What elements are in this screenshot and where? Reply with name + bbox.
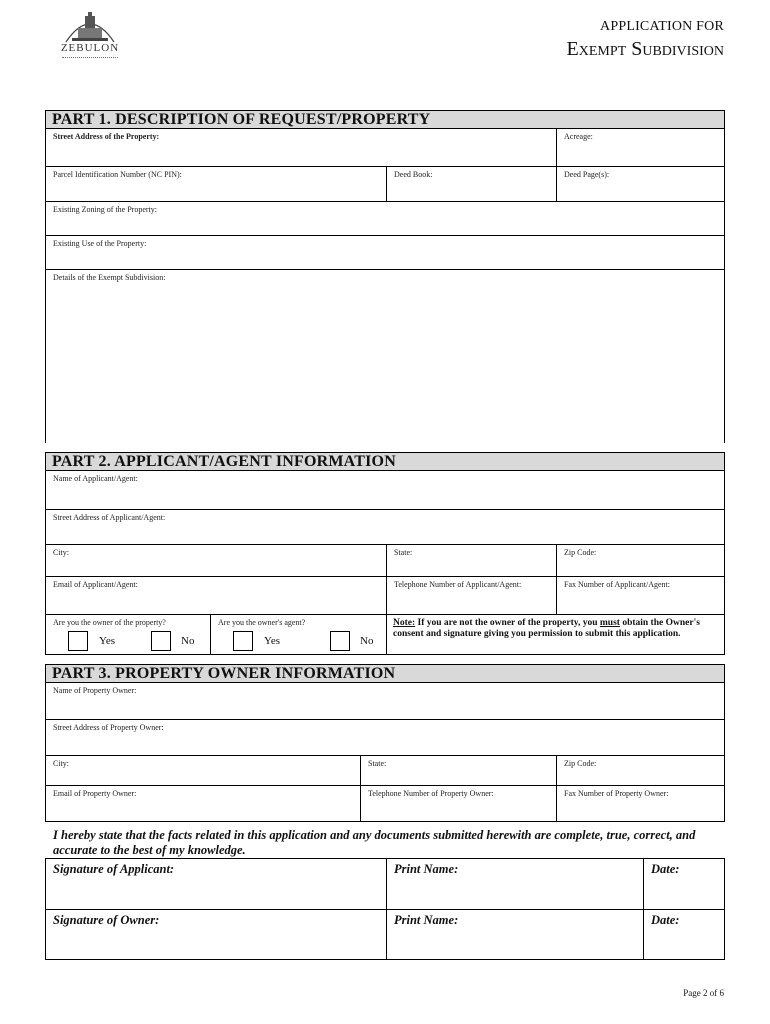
page-number: Page 2 of 6	[683, 988, 724, 998]
deed-pages-label: Deed Page(s):	[564, 170, 610, 179]
part2-row-contact	[45, 577, 725, 615]
agent-question-cell	[210, 615, 386, 654]
applicant-signature-row	[45, 858, 725, 910]
owner-no-label: No	[181, 635, 195, 647]
owner-name-field[interactable]	[45, 683, 725, 720]
applicant-street-field[interactable]	[45, 510, 725, 545]
note-must: must	[599, 618, 620, 628]
part3-row-city	[45, 756, 725, 786]
owner-state-label: State:	[368, 759, 387, 768]
deed-book-field[interactable]	[386, 167, 556, 201]
note-text-2: obtain the Owner's consent and signature giving you permission to submit this application.	[393, 618, 700, 639]
applicant-city-label: City:	[53, 548, 70, 557]
details-label: Details of the Exempt Subdivision:	[53, 273, 166, 282]
agent-yes-label: Yes	[264, 635, 281, 647]
form-title-line2: Exempt Subdivision	[566, 38, 724, 60]
street-address-label: Street Address of the Property:	[53, 132, 160, 141]
owner-date-field[interactable]	[643, 910, 724, 959]
owner-question-label: Are you the owner of the property?	[53, 618, 166, 627]
street-address-field[interactable]	[46, 129, 556, 166]
applicant-street-label: Street Address of Applicant/Agent:	[53, 513, 166, 522]
applicant-date-field[interactable]	[643, 859, 724, 909]
owner-name-label: Name of Property Owner:	[53, 686, 137, 695]
owner-signature-label: Signature of Owner:	[53, 913, 160, 927]
part1-row-parcel	[45, 167, 725, 202]
town-hall-logo-icon	[52, 12, 128, 44]
applicant-zip-field[interactable]	[556, 545, 724, 576]
parcel-id-field[interactable]	[46, 167, 386, 201]
town-logo	[52, 12, 128, 62]
applicant-signature-label: Signature of Applicant:	[53, 862, 175, 876]
owner-consent-note	[386, 615, 724, 654]
owner-question-cell	[46, 615, 210, 654]
owner-zip-field[interactable]	[556, 756, 724, 785]
details-field[interactable]	[45, 270, 725, 443]
part3-heading: PART 3. PROPERTY OWNER INFORMATION	[45, 664, 725, 683]
owner-state-field[interactable]	[360, 756, 556, 785]
acreage-label: Acreage:	[564, 132, 593, 141]
logo-wordmark: ZEBULON	[60, 42, 120, 54]
applicant-state-field[interactable]	[386, 545, 556, 576]
part2-row-city	[45, 545, 725, 577]
applicant-print-name-field[interactable]	[386, 859, 643, 909]
owner-print-name-field[interactable]	[386, 910, 643, 959]
applicant-signature-field[interactable]	[46, 859, 386, 909]
applicant-city-field[interactable]	[46, 545, 386, 576]
part1-heading: PART 1. DESCRIPTION OF REQUEST/PROPERTY	[45, 110, 725, 129]
owner-fax-label: Fax Number of Property Owner:	[564, 789, 669, 798]
logo-tagline-line	[62, 57, 118, 60]
note-label: Note:	[393, 618, 416, 628]
applicant-email-label: Email of Applicant/Agent:	[53, 580, 138, 589]
agent-no-label: No	[360, 635, 374, 647]
owner-telephone-label: Telephone Number of Property Owner:	[368, 789, 494, 798]
existing-zoning-label: Existing Zoning of the Property:	[53, 205, 157, 214]
owner-city-label: City:	[53, 759, 70, 768]
owner-date-label: Date:	[651, 913, 680, 927]
applicant-telephone-field[interactable]	[386, 577, 556, 614]
agent-no-checkbox[interactable]	[330, 631, 350, 651]
owner-street-field[interactable]	[45, 720, 725, 756]
owner-telephone-field[interactable]	[360, 786, 556, 821]
owner-signature-row	[45, 910, 725, 960]
deed-book-label: Deed Book:	[394, 170, 433, 179]
owner-fax-field[interactable]	[556, 786, 724, 821]
owner-signature-field[interactable]	[46, 910, 386, 959]
applicant-telephone-label: Telephone Number of Applicant/Agent:	[394, 580, 522, 589]
owner-zip-label: Zip Code:	[564, 759, 597, 768]
existing-use-label: Existing Use of the Property:	[53, 239, 147, 248]
part2-row-ownership	[45, 615, 725, 655]
applicant-state-label: State:	[394, 548, 413, 557]
acreage-field[interactable]	[556, 129, 724, 166]
part2-heading: PART 2. APPLICANT/AGENT INFORMATION	[45, 452, 725, 471]
owner-email-label: Email of Property Owner:	[53, 789, 137, 798]
applicant-date-label: Date:	[651, 862, 680, 876]
form-title-line1: APPLICATION FOR	[600, 19, 724, 34]
existing-zoning-field[interactable]	[45, 202, 725, 236]
certification-statement: I hereby state that the facts related in this application and any documents submitted herewith are complete, true, correct, and accurate to the best of my knowledge.	[53, 828, 696, 857]
owner-email-field[interactable]	[46, 786, 360, 821]
part3-row-contact	[45, 786, 725, 822]
applicant-fax-field[interactable]	[556, 577, 724, 614]
applicant-zip-label: Zip Code:	[564, 548, 597, 557]
part1-row-address	[45, 129, 725, 167]
owner-street-label: Street Address of Property Owner:	[53, 723, 164, 732]
owner-yes-label: Yes	[99, 635, 116, 647]
owner-consent-note-text	[393, 618, 719, 640]
applicant-fax-label: Fax Number of Applicant/Agent:	[564, 580, 670, 589]
owner-yes-checkbox[interactable]	[68, 631, 88, 651]
owner-print-name-label: Print Name:	[394, 913, 459, 927]
applicant-email-field[interactable]	[46, 577, 386, 614]
parcel-id-label: Parcel Identification Number (NC PIN):	[53, 170, 182, 179]
agent-question-label: Are you the owner's agent?	[218, 618, 306, 627]
deed-pages-field[interactable]	[556, 167, 724, 201]
applicant-name-field[interactable]	[45, 471, 725, 510]
applicant-name-label: Name of Applicant/Agent:	[53, 474, 138, 483]
note-text-1: If you are not the owner of the property, you	[415, 618, 600, 628]
owner-no-checkbox[interactable]	[151, 631, 171, 651]
existing-use-field[interactable]	[45, 236, 725, 270]
owner-city-field[interactable]	[46, 756, 360, 785]
agent-yes-checkbox[interactable]	[233, 631, 253, 651]
applicant-print-name-label: Print Name:	[394, 862, 459, 876]
